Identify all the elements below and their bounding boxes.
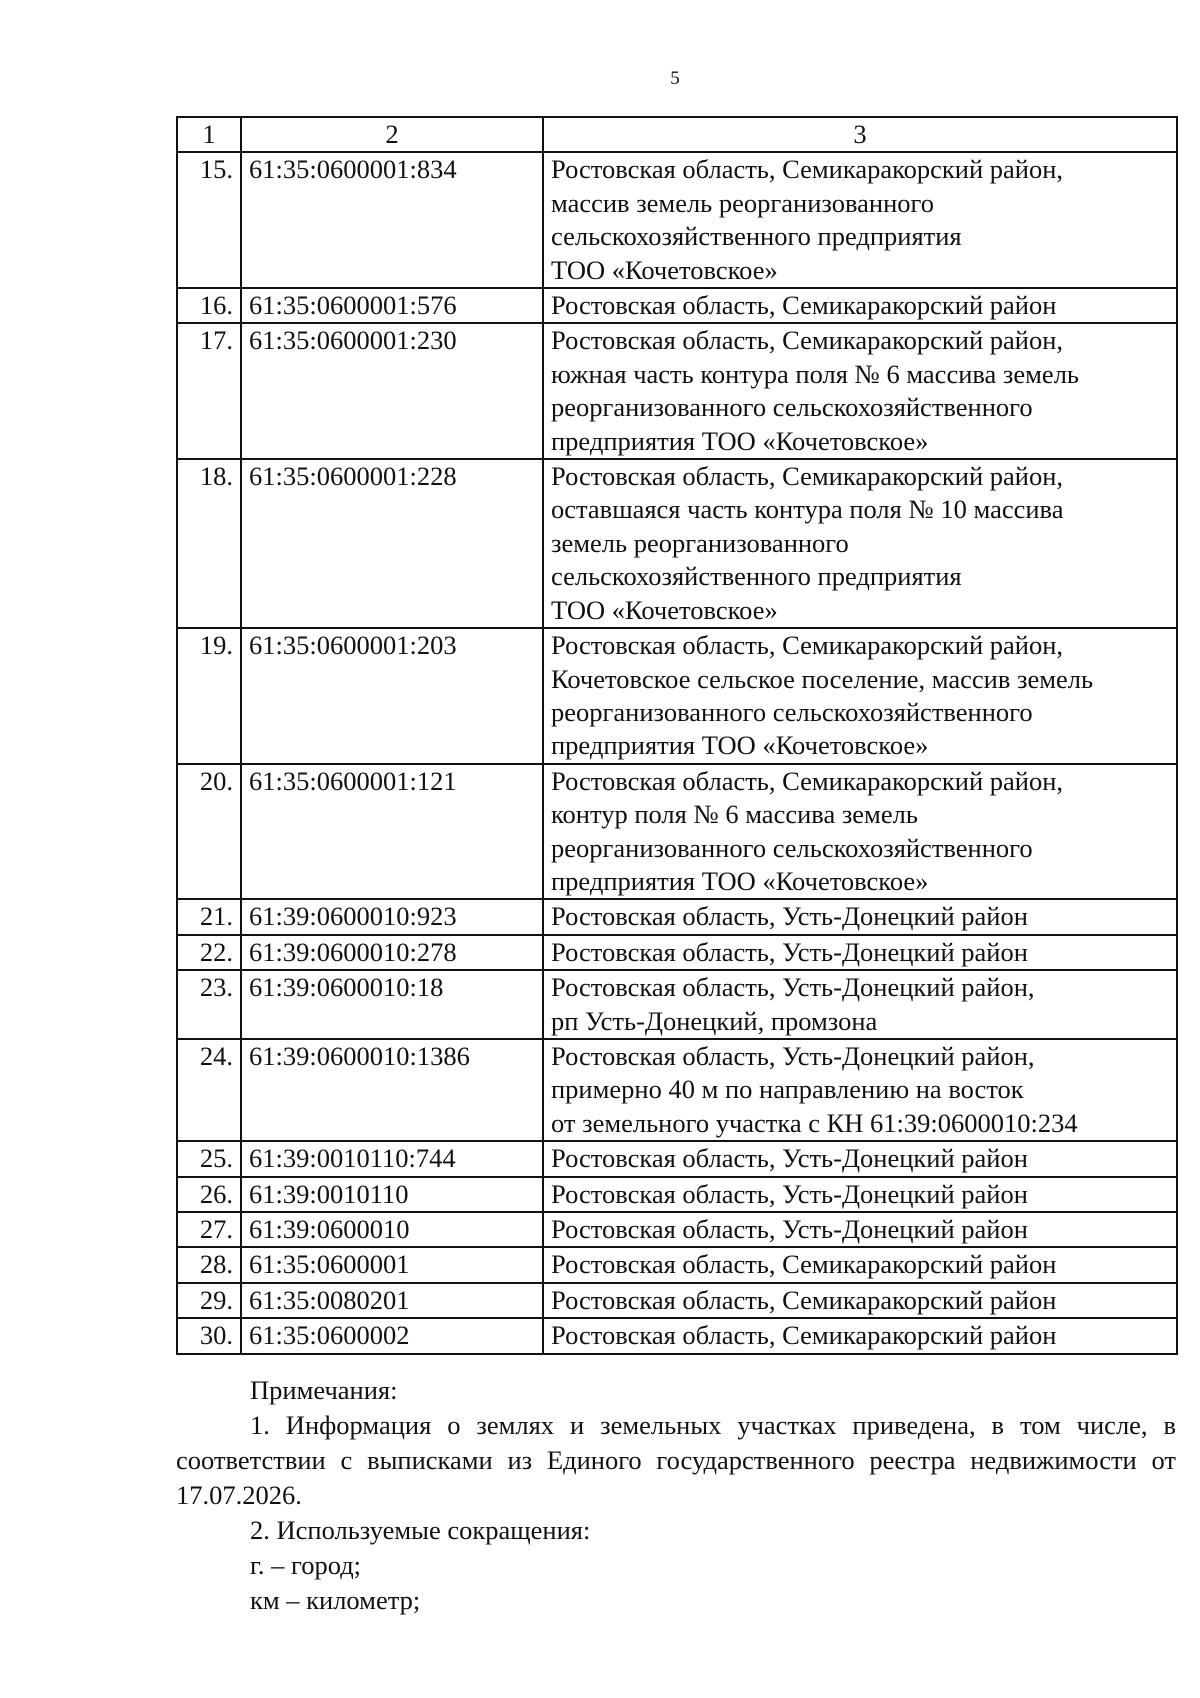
address: Ростовская область, Усть-Донецкий район xyxy=(543,1141,1177,1176)
page-number: 5 xyxy=(670,68,680,89)
address: Ростовская область, Усть-Донецкий район xyxy=(543,1177,1177,1212)
cadastral-number: 61:35:0600001 xyxy=(241,1247,543,1282)
row-number: 24. xyxy=(177,1039,241,1141)
cadastral-number: 61:39:0600010:923 xyxy=(241,899,543,934)
row-number: 27. xyxy=(177,1212,241,1247)
table-row xyxy=(177,323,1177,459)
column-header-cadastral: 2 xyxy=(241,117,543,152)
abbreviation-kilometer: км – километр; xyxy=(250,1585,421,1615)
cadastral-number: 61:35:0080201 xyxy=(241,1283,543,1318)
column-header-address: 3 xyxy=(543,117,1177,152)
abbreviation-city: г. – город; xyxy=(250,1550,362,1580)
address: Ростовская область, Усть-Донецкий район xyxy=(543,899,1177,934)
address: Ростовская область, Семикаракорский район xyxy=(543,1283,1177,1318)
land-plots-table xyxy=(176,116,1178,1355)
table-row xyxy=(177,628,1177,764)
table-row xyxy=(177,1247,1177,1282)
cadastral-number: 61:39:0600010:278 xyxy=(241,935,543,970)
address: Ростовская область, Семикаракорский район, Кочетовское сельское поселение, массив земель реорганизованного сельскохозяйственного предприятия ТОО «Кочетовское» xyxy=(543,628,1177,764)
address: Ростовская область, Семикаракорский район, южная часть контура поля № 6 массива земель реорганизованного сельскохозяйственного предприятия ТОО «Кочетовское» xyxy=(543,323,1177,459)
address: Ростовская область, Семикаракорский район, oставшаяся часть контура поля № 10 массива земель реорганизованного сельскохозяйственного предприятия ТОО «Кочетовское» xyxy=(543,459,1177,628)
cadastral-number: 61:35:0600001:121 xyxy=(241,764,543,900)
table-row xyxy=(177,1039,1177,1141)
cadastral-number: 61:35:0600001:228 xyxy=(241,459,543,628)
table-row xyxy=(177,1177,1177,1212)
row-number: 30. xyxy=(177,1318,241,1353)
note-item-2: 2. Используемые сокращения: xyxy=(250,1515,591,1545)
cadastral-number: 61:39:0600010:18 xyxy=(241,970,543,1039)
table-row xyxy=(177,459,1177,628)
row-number: 20. xyxy=(177,764,241,900)
table-body xyxy=(177,152,1177,1353)
row-number: 26. xyxy=(177,1177,241,1212)
table-row xyxy=(177,764,1177,900)
table-header-row xyxy=(177,117,1177,152)
table-row xyxy=(177,1283,1177,1318)
cadastral-number: 61:35:0600001:834 xyxy=(241,152,543,288)
row-number: 19. xyxy=(177,628,241,764)
table-row xyxy=(177,899,1177,934)
address: Ростовская область, Усть-Донецкий район xyxy=(543,935,1177,970)
row-number: 29. xyxy=(177,1283,241,1318)
table-row xyxy=(177,970,1177,1039)
address: Ростовская область, Усть-Донецкий район, рп Усть-Донецкий, промзона xyxy=(543,970,1177,1039)
address: Ростовская область, Семикаракорский район xyxy=(543,288,1177,323)
table-row xyxy=(177,1212,1177,1247)
cadastral-number: 61:35:0600002 xyxy=(241,1318,543,1353)
note-item-1: 1. Информация о землях и земельных участках приведена, в том числе, в соответствии с выписками из Единого государственного реестра недвижимости от 17.07.2026. xyxy=(176,1410,1176,1510)
row-number: 18. xyxy=(177,459,241,628)
table-row xyxy=(177,1141,1177,1176)
row-number: 23. xyxy=(177,970,241,1039)
row-number: 15. xyxy=(177,152,241,288)
address: Ростовская область, Семикаракорский район, массив земель реорганизованного сельскохозяйственного предприятия ТОО «Кочетовское» xyxy=(543,152,1177,288)
cadastral-number: 61:35:0600001:576 xyxy=(241,288,543,323)
address: Ростовская область, Семикаракорский район xyxy=(543,1318,1177,1353)
cadastral-number: 61:39:0010110 xyxy=(241,1177,543,1212)
address: Ростовская область, Усть-Донецкий район xyxy=(543,1212,1177,1247)
table-row xyxy=(177,1318,1177,1353)
column-header-number: 1 xyxy=(177,117,241,152)
row-number: 22. xyxy=(177,935,241,970)
cadastral-number: 61:35:0600001:230 xyxy=(241,323,543,459)
table-row xyxy=(177,288,1177,323)
notes-heading: Примечания: xyxy=(250,1375,398,1405)
cadastral-number: 61:39:0600010 xyxy=(241,1212,543,1247)
notes-section xyxy=(176,1373,1176,1618)
address: Ростовская область, Усть-Донецкий район, примерно 40 м по направлению на восток от земельного участка с КН 61:39:0600010:234 xyxy=(543,1039,1177,1141)
cadastral-number: 61:39:0600010:1386 xyxy=(241,1039,543,1141)
cadastral-number: 61:35:0600001:203 xyxy=(241,628,543,764)
row-number: 28. xyxy=(177,1247,241,1282)
row-number: 21. xyxy=(177,899,241,934)
address: Ростовская область, Семикаракорский район, контур поля № 6 массива земель реорганизованного сельскохозяйственного предприятия ТОО «Кочетовское» xyxy=(543,764,1177,900)
table-row xyxy=(177,935,1177,970)
cadastral-number: 61:39:0010110:744 xyxy=(241,1141,543,1176)
table-row xyxy=(177,152,1177,288)
address: Ростовская область, Семикаракорский район xyxy=(543,1247,1177,1282)
row-number: 17. xyxy=(177,323,241,459)
row-number: 16. xyxy=(177,288,241,323)
row-number: 25. xyxy=(177,1141,241,1176)
